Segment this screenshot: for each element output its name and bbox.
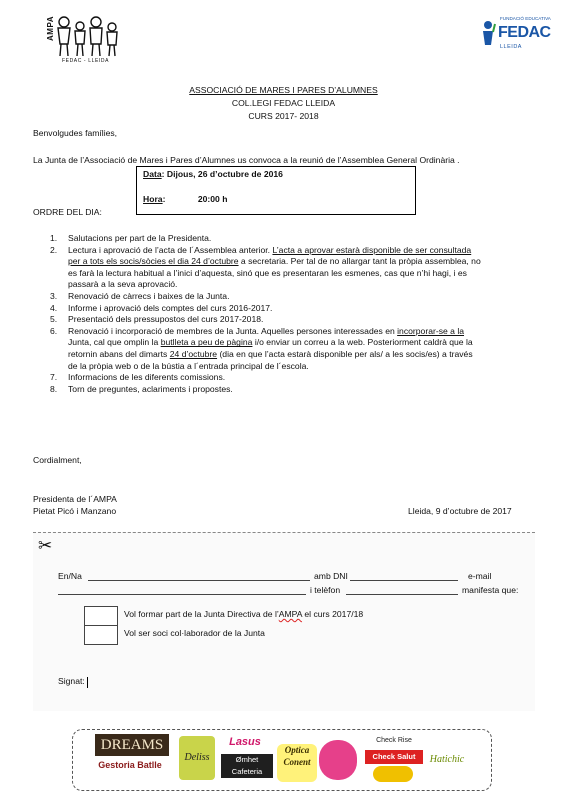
text-cursor: [87, 677, 88, 688]
sponsor-yellow-logo: [373, 766, 413, 782]
agenda-item: [50, 245, 520, 291]
agenda-item: [50, 384, 520, 396]
sponsor-check-salut: Check Salut: [365, 750, 423, 764]
closing: Cordialment,: [33, 455, 82, 465]
ampa-subtitle: FEDAC - LLEIDA: [62, 58, 110, 64]
email-label: e-mail: [468, 571, 492, 581]
option-collaborator-checkbox[interactable]: [84, 625, 118, 645]
agenda-item: [50, 303, 520, 315]
agenda-item-number: 2.: [50, 244, 58, 255]
email-field[interactable]: [58, 594, 306, 595]
agenda-item-line: Informe i aprovació dels comptes del curs 2016-2017.: [68, 302, 273, 313]
option-junta-checkbox[interactable]: [84, 606, 118, 626]
agenda-item-line: es farà la lectura habitual a l’inici d’aquesta, sinó que es presentaran les esmenes, cas que n’hi hagi, i es: [68, 267, 467, 278]
cut-line: [33, 532, 535, 533]
place-date: Lleida, 9 d’octubre de 2017: [408, 506, 512, 516]
en-na-label: En/Na: [58, 571, 82, 581]
sponsors-band: [72, 729, 492, 791]
dni-label: amb DNI: [314, 571, 348, 581]
agenda-item-number: 6.: [50, 325, 58, 336]
time-value: 20:00 h: [197, 194, 228, 204]
name-field[interactable]: [88, 580, 310, 581]
agenda-item-line: de la pròpia web o de la bústia a l´entrada principal de l´escola.: [68, 360, 309, 371]
fedac-foundation-label: FUNDACIÓ EDUCATIVA: [500, 16, 551, 21]
agenda-item: [50, 233, 520, 245]
agenda-item-line: Lectura i aprovació de l’acta de l´Assemblea anterior. L’acta a aprovar estarà disponible de ser consultada: [68, 244, 472, 255]
fedac-name: FEDAC: [498, 24, 551, 41]
agenda-item-number: 7.: [50, 372, 58, 383]
ampa-logo: [42, 14, 130, 64]
ampa-figures-icon: [42, 14, 130, 64]
agenda-item-line: Junta, cal que omplin la butlleta a peu de pàgina i/o enviar un correu a la web. Posteriorment caldrà que la: [68, 337, 473, 348]
sponsor-pink-logo: [319, 740, 357, 780]
sponsor-gestoria: Gestoria Batlle: [98, 760, 162, 770]
agenda-item-number: 8.: [50, 383, 58, 394]
agenda-item-line: Renovació i incorporació de membres de la Junta. Aquelles persones interessades en incorporar-se a la: [68, 325, 465, 336]
agenda-item: [50, 372, 520, 384]
agenda-item: [50, 314, 520, 326]
title-line-2: COL.LEGI FEDAC LLEIDA: [231, 98, 336, 108]
meeting-date: [143, 169, 283, 181]
date-value: : Dijous, 26 d’octubre de 2016: [161, 169, 283, 179]
time-label: Hora: [143, 194, 163, 204]
agenda-item-line: retornin abans del dimarts 24 d’octubre (dia en que l’acta estarà disponible per als/ a les socis/es) a través: [68, 348, 473, 359]
sponsor-check-rise: Check Rise: [376, 737, 412, 744]
agenda-item-number: 3.: [50, 291, 58, 301]
sponsor-deliss: Deliss: [179, 736, 215, 780]
sponsor-lasus: Lasus: [229, 736, 261, 748]
telefon-label: i telèfon: [310, 585, 341, 595]
fedac-city: LLEIDA: [500, 44, 522, 50]
phone-field[interactable]: [346, 594, 458, 595]
ampa-vertical-text: AMPA: [46, 16, 55, 41]
signat-label: Signat:: [58, 676, 85, 686]
agenda-item: [50, 326, 520, 372]
signature-role: Presidenta de l´AMPA: [33, 494, 117, 504]
agenda-item-line: Torn de preguntes, aclariments i propostes.: [68, 383, 233, 394]
agenda-item-number: 5.: [50, 314, 58, 325]
title-line-1: ASSOCIACIÓ DE MARES I PARES D’ALUMNES: [189, 85, 378, 95]
greeting: Benvolgudes famílies,: [33, 128, 118, 138]
agenda-title: ORDRE DEL DIA:: [33, 207, 102, 217]
date-label: Data: [143, 169, 162, 179]
meeting-box: [136, 166, 416, 215]
agenda-item-line: Presentació dels pressupostos del curs 2017-2018.: [68, 314, 264, 325]
title-line-3: CURS 2017- 2018: [248, 111, 319, 121]
agenda-item-number: 1.: [50, 233, 58, 243]
agenda-item-line: Renovació de càrrecs i baixes de la Junta.: [68, 291, 230, 301]
scissors-icon: ✂: [38, 536, 53, 555]
agenda-item-line: per a tots els socis/sòcies el dia 24 d’octubre a secretaria. Per tal de no allargar tant la pròpia assemblea, no: [68, 256, 481, 267]
signature-name: Pietat Picó i Manzano: [33, 506, 117, 516]
dni-field[interactable]: [350, 580, 458, 581]
agenda-item-line: Salutacions per part de la Presidenta.: [68, 233, 212, 243]
manifesta-label: manifesta que:: [462, 585, 519, 595]
option-junta-label: Vol formar part de la Junta Directiva de l’AMPA el curs 2017/18: [124, 609, 364, 619]
sponsor-hatichic: Hatichic: [429, 754, 465, 765]
sponsor-optica: Optica Conent: [277, 744, 317, 782]
fedac-person-icon: [480, 20, 496, 51]
sponsor-dreams: DREAMS: [95, 734, 169, 756]
meeting-time: Hora: 20:00 h: [143, 194, 228, 204]
agenda-item-line: Informacions de les diferents comissions.: [68, 372, 226, 383]
sponsor-omhet: Ømhet Cafeteria: [221, 754, 273, 778]
agenda-item-number: 4.: [50, 302, 58, 313]
intro-paragraph: La Junta de l’Associació de Mares i Pares d’Alumnes us convoca a la reunió de l’Assemblea General Ordinària .: [33, 155, 460, 165]
agenda-item-line: passarà a la seva aprovació.: [68, 279, 178, 290]
agenda-item: [50, 291, 520, 303]
option-collaborator-label: Vol ser soci col·laborador de la Junta: [124, 628, 265, 638]
